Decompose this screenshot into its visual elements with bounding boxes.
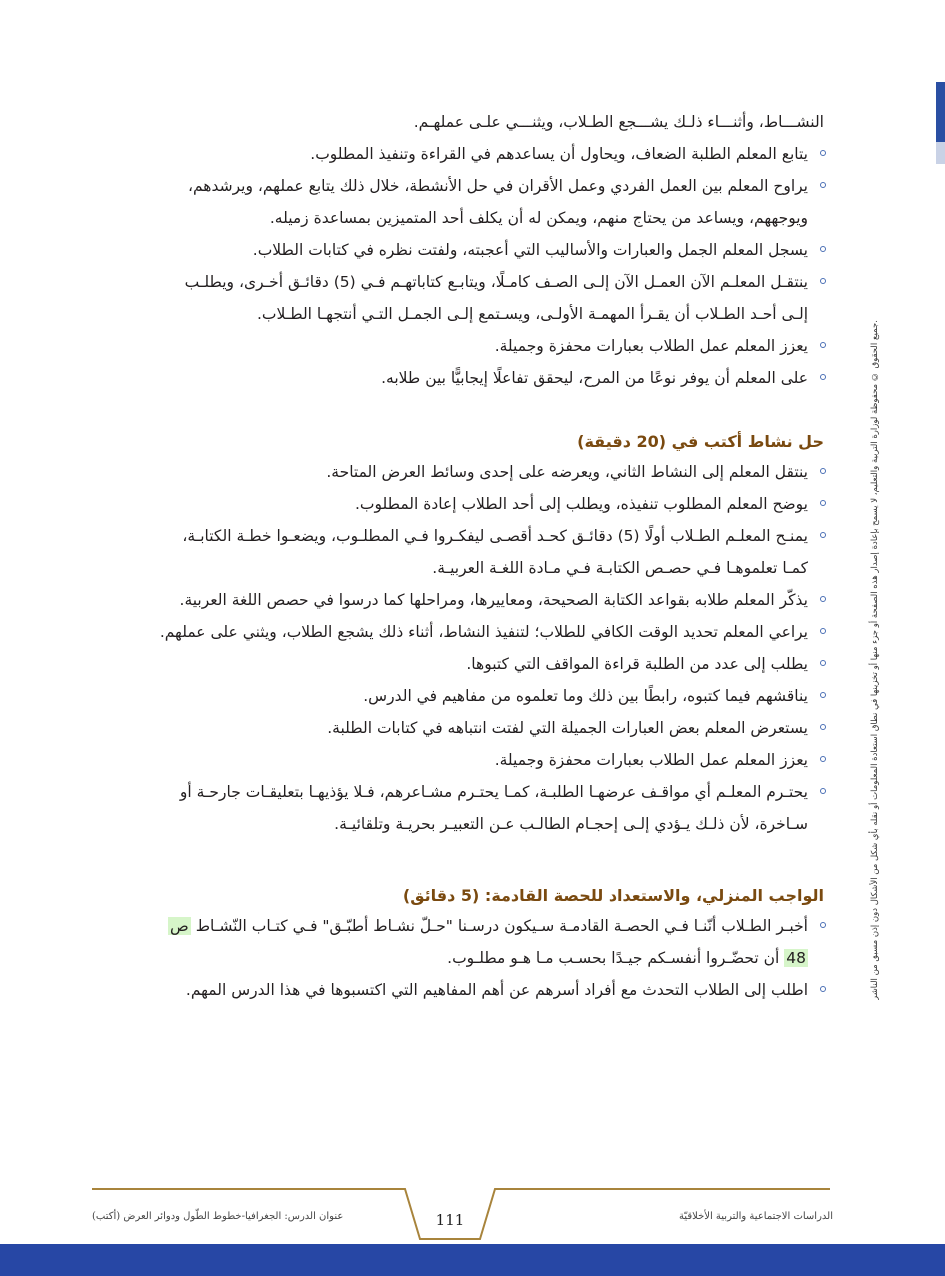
bullet-ring-icon bbox=[820, 246, 826, 252]
footer-lesson-title: عنوان الدرس: الجغرافيا-خطوط الطّول ودوائر العرض (أكتب) bbox=[92, 1211, 344, 1222]
page-content bbox=[88, 106, 832, 1006]
bullet-continuation: سـاخرة، لأن ذلـك يـؤدي إلـى إحجـام الطالـب عـن التعبيـر بحريـة وتلقائيـة. bbox=[334, 815, 808, 833]
bottom-brand-bar bbox=[0, 1244, 945, 1276]
bullet-item: يوضح المعلم المطلوب تنفيذه، ويطلب إلى أحد الطلاب إعادة المطلوب. bbox=[88, 488, 832, 520]
chapter-tab-marker bbox=[936, 82, 945, 142]
bullet-item: يستعرض المعلم بعض العبارات الجميلة التي لفتت انتباهه في كتابات الطلبة. bbox=[88, 712, 832, 744]
bullet-item: يذكّر المعلم طلابه بقواعد الكتابة الصحيحة، ومعاييرها، ومراحلها كما درسوا في حصص اللغة العربية. bbox=[88, 584, 832, 616]
bullet-item: ينتقـل المعلـم الآن العمـل الآن إلـى الصـف كامـلًا، ويتابـع كتاباتهـم فـي (5) دقائـق أخـرى، ويطلـب bbox=[88, 266, 832, 298]
bullet-item: يحتـرم المعلـم أي مواقـف عرضهـا الطلبـة، كمـا يحتـرم مشـاعرهم، فـلا يؤذيهـا بتعليقـات جارحـة أو bbox=[88, 776, 832, 808]
bullet-item: اطلب إلى الطلاب التحدث مع أفراد أسرهم عن أهم المفاهيم التي اكتسبوها في هذا الدرس المهم. bbox=[88, 974, 832, 1006]
bullet-item: على المعلم أن يوفر نوعًا من المرح، ليحقق تفاعلًا إيجابيًّا بين طلابه. bbox=[88, 362, 832, 394]
bullet-ring-icon bbox=[820, 756, 826, 762]
bullet-item: يتابع المعلم الطلبة الضعاف، ويحاول أن يساعدهم في القراءة وتنفيذ المطلوب. bbox=[88, 138, 832, 170]
section-teacher-follow-up bbox=[88, 106, 832, 394]
bullet-ring-icon bbox=[820, 724, 826, 730]
bullet-item: ينتقل المعلم إلى النشاط الثاني، ويعرضه على إحدى وسائط العرض المتاحة. bbox=[88, 456, 832, 488]
bullet-item: يعزز المعلم عمل الطلاب بعبارات محفزة وجميلة. bbox=[88, 330, 832, 362]
bullet-continuation: ويوجههم، ويساعد من يحتاج منهم، ويمكن له أن يكلف أحد المتميزين بمساعدة زميله. bbox=[269, 209, 808, 227]
paragraph-line: النشـــاط، وأثنـــاء ذلـك يشـــجع الطـلاب، ويثنـــي علـى عملهـم. bbox=[413, 113, 824, 131]
bullet-ring-icon bbox=[820, 342, 826, 348]
bullet-continuation: إلـى أحـد الطـلاب أن يقـرأ المهمـة الأولـى، ويسـتمع إلـى الجمـل التـي أنتجهـا الطـلاب. bbox=[256, 305, 808, 323]
bullet-item: يسجل المعلم الجمل والعبارات والأساليب التي أعجبته، ولفتت نظره في كتابات الطلاب. bbox=[88, 234, 832, 266]
section-heading: حل نشاط أكتب في (20 دقيقة) bbox=[577, 432, 824, 451]
bullet-ring-icon bbox=[820, 788, 826, 794]
bullet-ring-icon bbox=[820, 532, 826, 538]
bullet-ring-icon bbox=[820, 182, 826, 188]
highlight-page-ref: ص bbox=[170, 917, 189, 935]
bullet-item: يعزز المعلم عمل الطلاب بعبارات محفزة وجميلة. bbox=[88, 744, 832, 776]
bullet-item: يراعي المعلم تحديد الوقت الكافي للطلاب؛ لتنفيذ النشاط، أثناء ذلك يشجع الطلاب، ويثني على عملهم. bbox=[88, 616, 832, 648]
footer-subject: الدراسات الاجتماعية والتربية الأخلاقيّة bbox=[678, 1211, 833, 1222]
bullet-ring-icon bbox=[820, 500, 826, 506]
bullet-item: يمنـح المعلـم الطـلاب أولًا (5) دقائـق كحـد أقصـى ليفكـروا فـي المطلـوب، ويضعـوا خطـة الكتابـة، bbox=[88, 520, 832, 552]
bullet-item: يناقشهم فيما كتبوه، رابطًا بين ذلك وما تعلموه من مفاهيم في الدرس. bbox=[88, 680, 832, 712]
bullet-ring-icon bbox=[820, 692, 826, 698]
bullet-ring-icon bbox=[820, 986, 826, 992]
page-number: 111 bbox=[435, 1211, 465, 1229]
bullet-ring-icon bbox=[820, 374, 826, 380]
bullet-continuation: 48 أن تحضّـروا أنفسـكم جيـدًا بحسـب مـا هـو مطلـوب. bbox=[447, 949, 806, 967]
chapter-tab-marker-light bbox=[936, 142, 945, 164]
bullet-item: أخبـر الطـلاب أنّنـا فـي الحصـة القادمـة سـيكون درسـنا "حـلّ نشـاط أطبّـق" فـي كتـاب النّشـاط ص bbox=[88, 910, 832, 942]
bullet-ring-icon bbox=[820, 660, 826, 666]
bullet-continuation: كمـا تعلموهـا فـي حصـص الكتابـة فـي مـادة اللغـة العربيـة. bbox=[432, 559, 808, 577]
bullet-ring-icon bbox=[820, 628, 826, 634]
section-homework bbox=[88, 882, 832, 1006]
section-heading: الواجب المنزلي، والاستعداد للحصة القادمة: (5 دقائق) bbox=[402, 886, 824, 905]
bullet-ring-icon bbox=[820, 468, 826, 474]
bullet-ring-icon bbox=[820, 922, 826, 928]
bullet-ring-icon bbox=[820, 150, 826, 156]
bullet-ring-icon bbox=[820, 278, 826, 284]
bullet-item: يراوح المعلم بين العمل الفردي وعمل الأقران في حل الأنشطة، خلال ذلك يتابع عملهم، ويرشدهم، bbox=[88, 170, 832, 202]
highlight-page-number: 48 bbox=[786, 949, 806, 967]
section-write-activity bbox=[88, 428, 832, 840]
bullet-item: يطلب إلى عدد من الطلبة قراءة المواقف التي كتبوها. bbox=[88, 648, 832, 680]
copyright-side-note: جميع الحقوق © محفوظة لوزارة التربية والتعليم، لا يسمح بإعادة إصدار هذه الصفحة أو جزء منها أو تخزينها في نطاق استعادة المعلومات أو نقله بأي شكل من الأشكال دون إذن مسبق من الناشر. bbox=[870, 320, 880, 1000]
bullet-ring-icon bbox=[820, 596, 826, 602]
